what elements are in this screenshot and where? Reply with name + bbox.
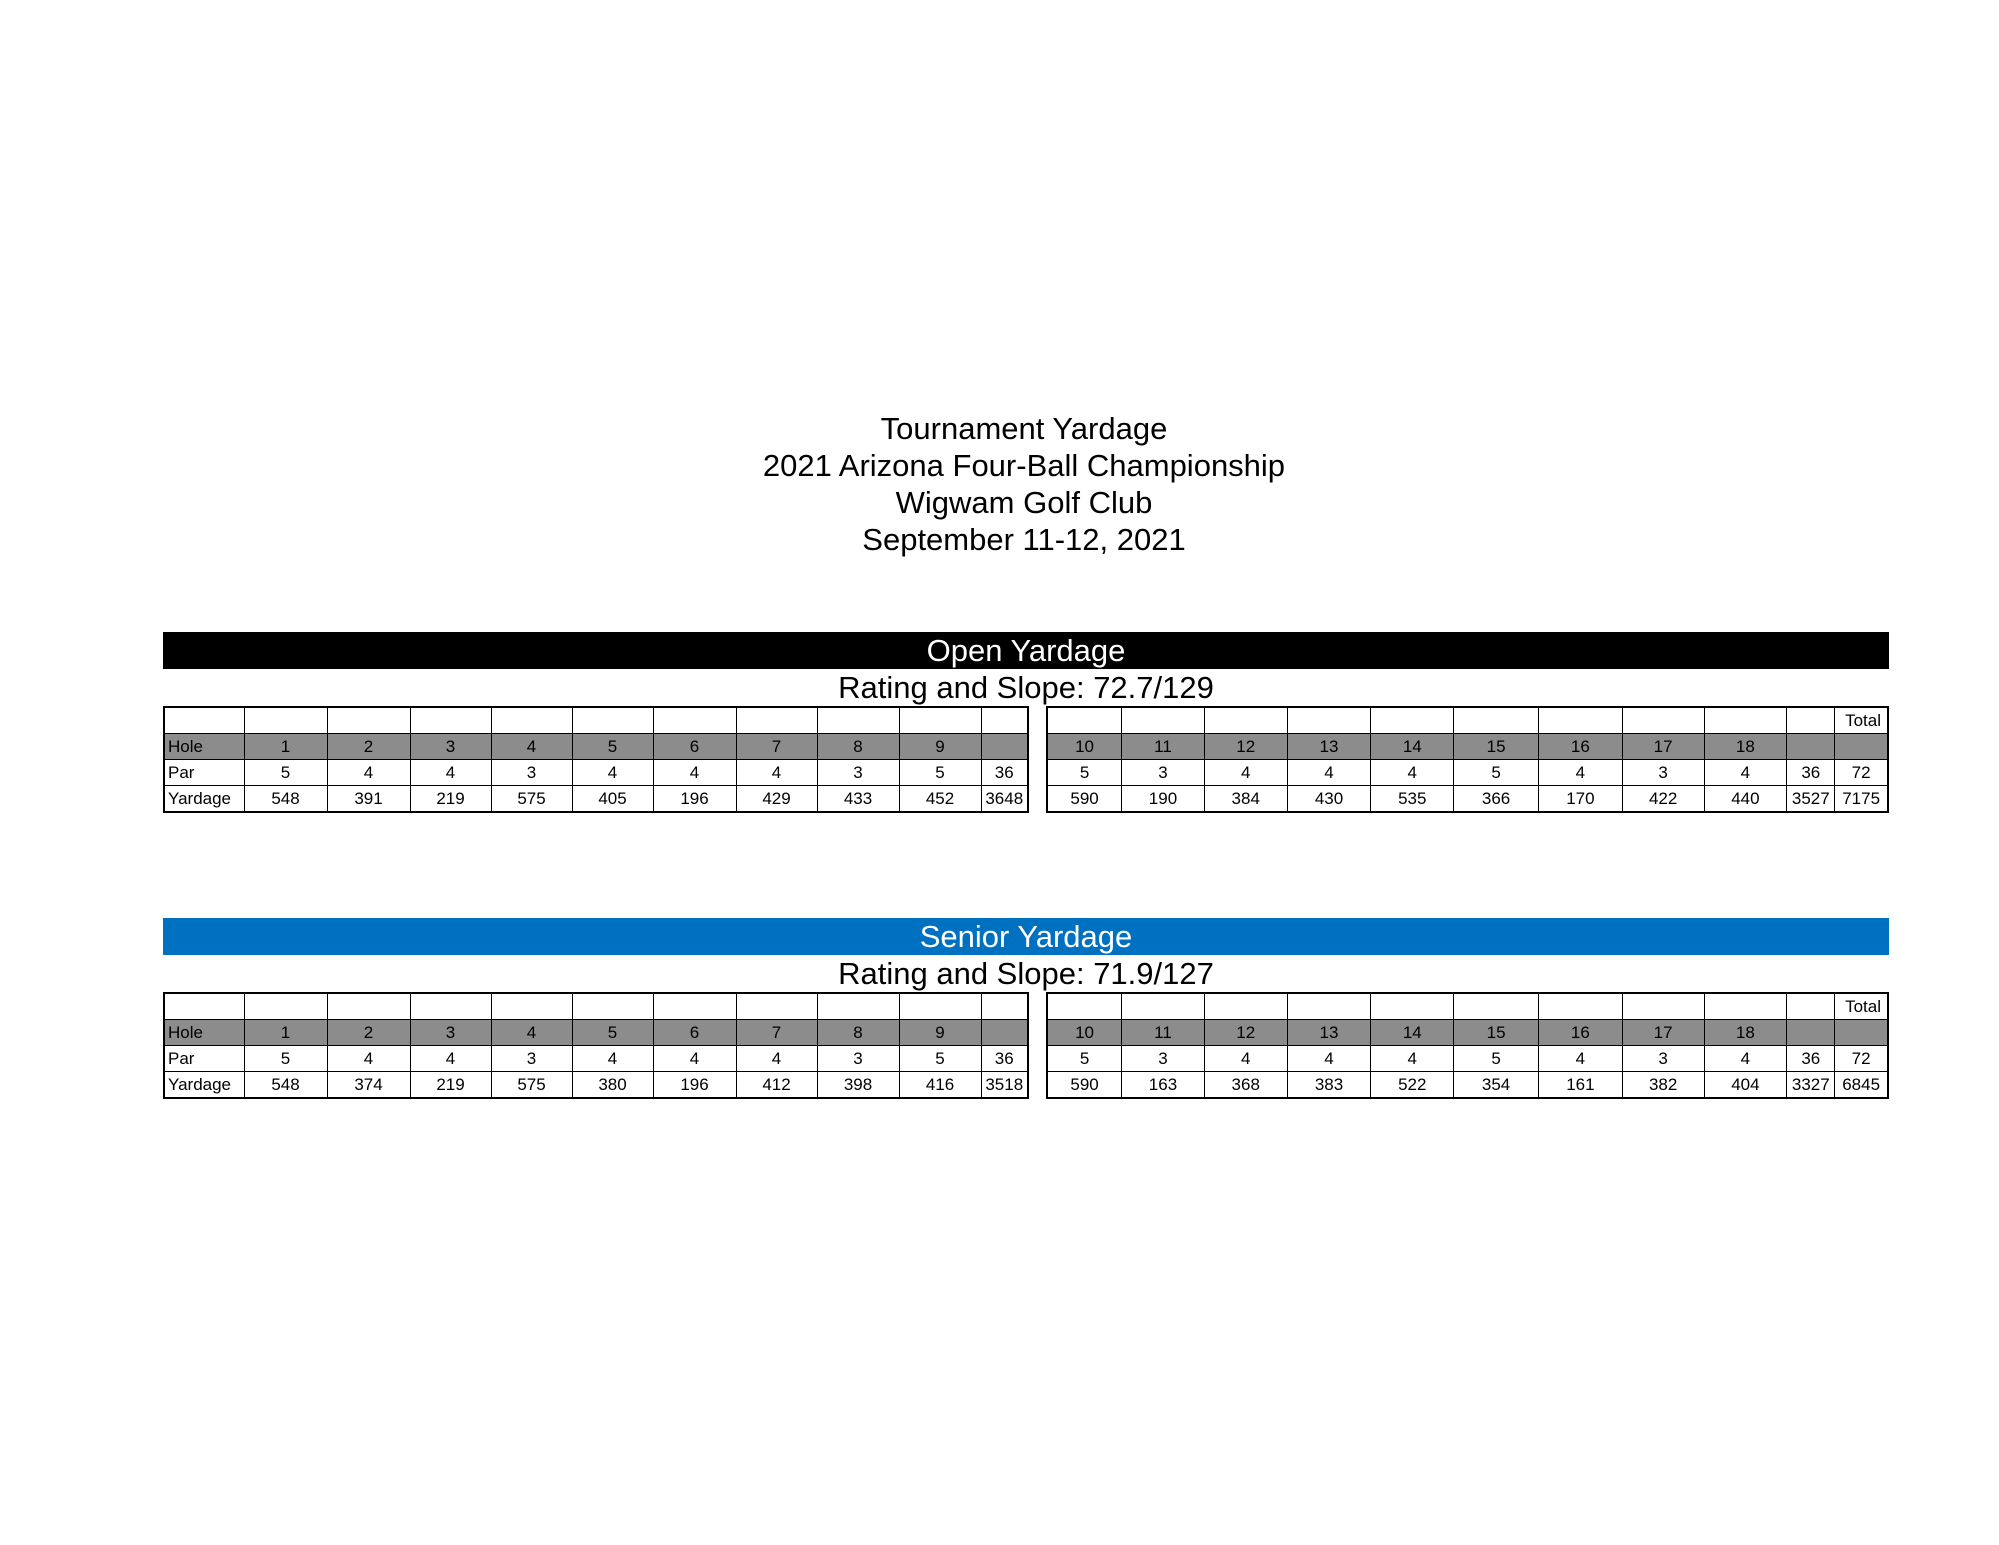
hole-number: 15 xyxy=(1454,734,1539,760)
table-row xyxy=(1047,1072,1888,1099)
par-value: 3 xyxy=(817,760,899,786)
hole-number: 11 xyxy=(1122,734,1205,760)
empty-cell xyxy=(1204,993,1287,1020)
yardage-value: 590 xyxy=(1047,1072,1122,1099)
par-value: 4 xyxy=(1204,760,1287,786)
empty-cell xyxy=(1835,734,1888,760)
hole-number: 18 xyxy=(1704,734,1787,760)
yardage-total: 7175 xyxy=(1835,786,1888,813)
row-label: Yardage xyxy=(164,1072,244,1099)
row-label: Hole xyxy=(164,1020,244,1046)
par-value: 5 xyxy=(1047,1046,1122,1072)
scorecard-tables xyxy=(163,992,1889,1107)
par-total: 72 xyxy=(1835,760,1888,786)
empty-cell xyxy=(1371,707,1454,734)
par-value: 4 xyxy=(1287,760,1371,786)
par-value: 4 xyxy=(1371,760,1454,786)
empty-cell xyxy=(1047,993,1122,1020)
par-value: 3 xyxy=(1622,1046,1704,1072)
yardage-value: 548 xyxy=(244,1072,327,1099)
empty-cell xyxy=(410,993,491,1020)
hole-number: 5 xyxy=(572,1020,653,1046)
hole-number: 17 xyxy=(1622,1020,1704,1046)
yardage-value: 429 xyxy=(736,786,817,813)
front-nine-table xyxy=(163,706,1029,813)
par-value: 4 xyxy=(1704,760,1787,786)
hole-number: 11 xyxy=(1122,1020,1205,1046)
empty-cell xyxy=(981,707,1028,734)
hole-number: 5 xyxy=(572,734,653,760)
par-value: 3 xyxy=(1122,760,1205,786)
section-banner: Senior Yardage xyxy=(163,918,1889,955)
empty-cell xyxy=(1787,993,1835,1020)
header-title: Tournament Yardage xyxy=(880,411,1168,446)
empty-cell xyxy=(1704,993,1787,1020)
par-value: 4 xyxy=(653,760,736,786)
yardage-value: 170 xyxy=(1538,786,1622,813)
par-in: 36 xyxy=(1787,760,1835,786)
hole-number: 8 xyxy=(817,1020,899,1046)
yardage-value: 219 xyxy=(410,1072,491,1099)
par-out: 36 xyxy=(981,1046,1028,1072)
hole-number: 3 xyxy=(410,734,491,760)
par-value: 5 xyxy=(899,1046,981,1072)
table-row xyxy=(164,707,1028,734)
table-row xyxy=(164,734,1028,760)
hole-number: 4 xyxy=(491,1020,572,1046)
hole-number: 16 xyxy=(1538,1020,1622,1046)
yardage-value: 382 xyxy=(1622,1072,1704,1099)
hole-number: 2 xyxy=(327,1020,410,1046)
par-value: 5 xyxy=(244,760,327,786)
empty-cell xyxy=(736,707,817,734)
hole-number: 1 xyxy=(244,734,327,760)
par-value: 5 xyxy=(1454,760,1539,786)
par-value: 3 xyxy=(1122,1046,1205,1072)
hole-number: 9 xyxy=(899,1020,981,1046)
par-value: 3 xyxy=(491,1046,572,1072)
hole-number: 15 xyxy=(1454,1020,1539,1046)
hole-number: 7 xyxy=(736,734,817,760)
yardage-out: 3518 xyxy=(981,1072,1028,1099)
par-value: 4 xyxy=(1371,1046,1454,1072)
yardage-value: 374 xyxy=(327,1072,410,1099)
yardage-value: 575 xyxy=(491,1072,572,1099)
table-row xyxy=(1047,1046,1888,1072)
yardage-in: 3527 xyxy=(1787,786,1835,813)
empty-cell xyxy=(1287,993,1371,1020)
yardage-value: 430 xyxy=(1287,786,1371,813)
hole-number: 9 xyxy=(899,734,981,760)
empty-cell xyxy=(1538,993,1622,1020)
empty-cell xyxy=(653,707,736,734)
par-value: 4 xyxy=(572,1046,653,1072)
empty-cell xyxy=(899,707,981,734)
total-header: Total xyxy=(1835,707,1888,734)
empty-cell xyxy=(164,707,244,734)
empty-cell xyxy=(244,993,327,1020)
empty-cell xyxy=(1835,1020,1888,1046)
table-row xyxy=(164,1072,1028,1099)
empty-cell xyxy=(1787,1020,1835,1046)
table-row xyxy=(1047,1020,1888,1046)
yardage-value: 440 xyxy=(1704,786,1787,813)
table-row xyxy=(164,760,1028,786)
table-row xyxy=(164,786,1028,813)
empty-cell xyxy=(981,1020,1028,1046)
yardage-value: 422 xyxy=(1622,786,1704,813)
yardage-value: 535 xyxy=(1371,786,1454,813)
hole-number: 14 xyxy=(1371,1020,1454,1046)
hole-number: 7 xyxy=(736,1020,817,1046)
par-value: 4 xyxy=(653,1046,736,1072)
hole-number: 16 xyxy=(1538,734,1622,760)
yardage-in: 3327 xyxy=(1787,1072,1835,1099)
par-value: 5 xyxy=(244,1046,327,1072)
hole-number: 17 xyxy=(1622,734,1704,760)
yardage-value: 404 xyxy=(1704,1072,1787,1099)
empty-cell xyxy=(327,707,410,734)
yardage-total: 6845 xyxy=(1835,1072,1888,1099)
empty-cell xyxy=(327,993,410,1020)
hole-number: 10 xyxy=(1047,734,1122,760)
header-event: 2021 Arizona Four-Ball Championship xyxy=(762,448,1286,483)
back-nine-table xyxy=(1046,706,1889,813)
yardage-value: 452 xyxy=(899,786,981,813)
par-value: 4 xyxy=(327,1046,410,1072)
yardage-value: 416 xyxy=(899,1072,981,1099)
par-value: 4 xyxy=(736,1046,817,1072)
yardage-value: 433 xyxy=(817,786,899,813)
par-value: 3 xyxy=(817,1046,899,1072)
par-value: 5 xyxy=(899,760,981,786)
yardage-value: 380 xyxy=(572,1072,653,1099)
par-value: 4 xyxy=(1704,1046,1787,1072)
empty-cell xyxy=(1622,993,1704,1020)
empty-cell xyxy=(817,707,899,734)
rating-slope: Rating and Slope: 72.7/129 xyxy=(838,670,1214,705)
yardage-value: 368 xyxy=(1204,1072,1287,1099)
empty-cell xyxy=(1047,707,1122,734)
par-value: 4 xyxy=(327,760,410,786)
empty-cell xyxy=(817,993,899,1020)
yardage-out: 3648 xyxy=(981,786,1028,813)
hole-number: 18 xyxy=(1704,1020,1787,1046)
yardage-value: 405 xyxy=(572,786,653,813)
empty-cell xyxy=(491,993,572,1020)
hole-number: 3 xyxy=(410,1020,491,1046)
empty-cell xyxy=(1787,707,1835,734)
empty-cell xyxy=(1454,707,1539,734)
par-value: 4 xyxy=(1287,1046,1371,1072)
par-in: 36 xyxy=(1787,1046,1835,1072)
total-header: Total xyxy=(1835,993,1888,1020)
empty-cell xyxy=(899,993,981,1020)
empty-cell xyxy=(1454,993,1539,1020)
header-venue: Wigwam Golf Club xyxy=(895,485,1153,520)
hole-number: 14 xyxy=(1371,734,1454,760)
row-label: Par xyxy=(164,1046,244,1072)
yardage-value: 190 xyxy=(1122,786,1205,813)
empty-cell xyxy=(1538,707,1622,734)
empty-cell xyxy=(244,707,327,734)
empty-cell xyxy=(1704,707,1787,734)
par-value: 3 xyxy=(1622,760,1704,786)
yardage-value: 384 xyxy=(1204,786,1287,813)
yardage-value: 412 xyxy=(736,1072,817,1099)
yardage-value: 398 xyxy=(817,1072,899,1099)
table-row xyxy=(164,993,1028,1020)
page-header xyxy=(0,410,1999,558)
hole-number: 1 xyxy=(244,1020,327,1046)
empty-cell xyxy=(1122,707,1205,734)
row-label: Par xyxy=(164,760,244,786)
empty-cell xyxy=(981,993,1028,1020)
yardage-value: 163 xyxy=(1122,1072,1205,1099)
hole-number: 2 xyxy=(327,734,410,760)
back-nine-table xyxy=(1046,992,1889,1099)
yardage-value: 196 xyxy=(653,1072,736,1099)
empty-cell xyxy=(572,993,653,1020)
yardage-value: 522 xyxy=(1371,1072,1454,1099)
table-row xyxy=(1047,760,1888,786)
row-label: Yardage xyxy=(164,786,244,813)
par-value: 4 xyxy=(410,760,491,786)
empty-cell xyxy=(1371,993,1454,1020)
yardage-value: 575 xyxy=(491,786,572,813)
hole-number: 13 xyxy=(1287,734,1371,760)
empty-cell xyxy=(653,993,736,1020)
hole-number: 8 xyxy=(817,734,899,760)
par-total: 72 xyxy=(1835,1046,1888,1072)
par-value: 4 xyxy=(1538,760,1622,786)
par-value: 4 xyxy=(1538,1046,1622,1072)
hole-number: 10 xyxy=(1047,1020,1122,1046)
table-row xyxy=(1047,707,1888,734)
empty-cell xyxy=(736,993,817,1020)
par-out: 36 xyxy=(981,760,1028,786)
par-value: 5 xyxy=(1047,760,1122,786)
table-row xyxy=(1047,993,1888,1020)
yardage-value: 548 xyxy=(244,786,327,813)
empty-cell xyxy=(572,707,653,734)
yardage-value: 219 xyxy=(410,786,491,813)
hole-number: 6 xyxy=(653,1020,736,1046)
par-value: 5 xyxy=(1454,1046,1539,1072)
par-value: 3 xyxy=(491,760,572,786)
open-yardage-section xyxy=(163,632,1889,821)
empty-cell xyxy=(491,707,572,734)
empty-cell xyxy=(981,734,1028,760)
yardage-value: 590 xyxy=(1047,786,1122,813)
front-nine-table xyxy=(163,992,1029,1099)
yardage-value: 196 xyxy=(653,786,736,813)
par-value: 4 xyxy=(572,760,653,786)
yardage-value: 366 xyxy=(1454,786,1539,813)
par-value: 4 xyxy=(410,1046,491,1072)
empty-cell xyxy=(1287,707,1371,734)
hole-number: 13 xyxy=(1287,1020,1371,1046)
par-value: 4 xyxy=(1204,1046,1287,1072)
yardage-value: 354 xyxy=(1454,1072,1539,1099)
empty-cell xyxy=(1122,993,1205,1020)
empty-cell xyxy=(164,993,244,1020)
yardage-value: 161 xyxy=(1538,1072,1622,1099)
yardage-value: 391 xyxy=(327,786,410,813)
table-row xyxy=(164,1046,1028,1072)
header-dates: September 11-12, 2021 xyxy=(862,522,1186,557)
hole-number: 6 xyxy=(653,734,736,760)
empty-cell xyxy=(1204,707,1287,734)
rating-slope: Rating and Slope: 71.9/127 xyxy=(838,956,1214,991)
par-value: 4 xyxy=(736,760,817,786)
hole-number: 12 xyxy=(1204,1020,1287,1046)
senior-yardage-section xyxy=(163,918,1889,1107)
table-row xyxy=(164,1020,1028,1046)
row-label: Hole xyxy=(164,734,244,760)
scorecard-tables xyxy=(163,706,1889,821)
empty-cell xyxy=(1622,707,1704,734)
table-row xyxy=(1047,786,1888,813)
table-row xyxy=(1047,734,1888,760)
empty-cell xyxy=(410,707,491,734)
section-banner: Open Yardage xyxy=(163,632,1889,669)
yardage-value: 383 xyxy=(1287,1072,1371,1099)
hole-number: 12 xyxy=(1204,734,1287,760)
hole-number: 4 xyxy=(491,734,572,760)
empty-cell xyxy=(1787,734,1835,760)
